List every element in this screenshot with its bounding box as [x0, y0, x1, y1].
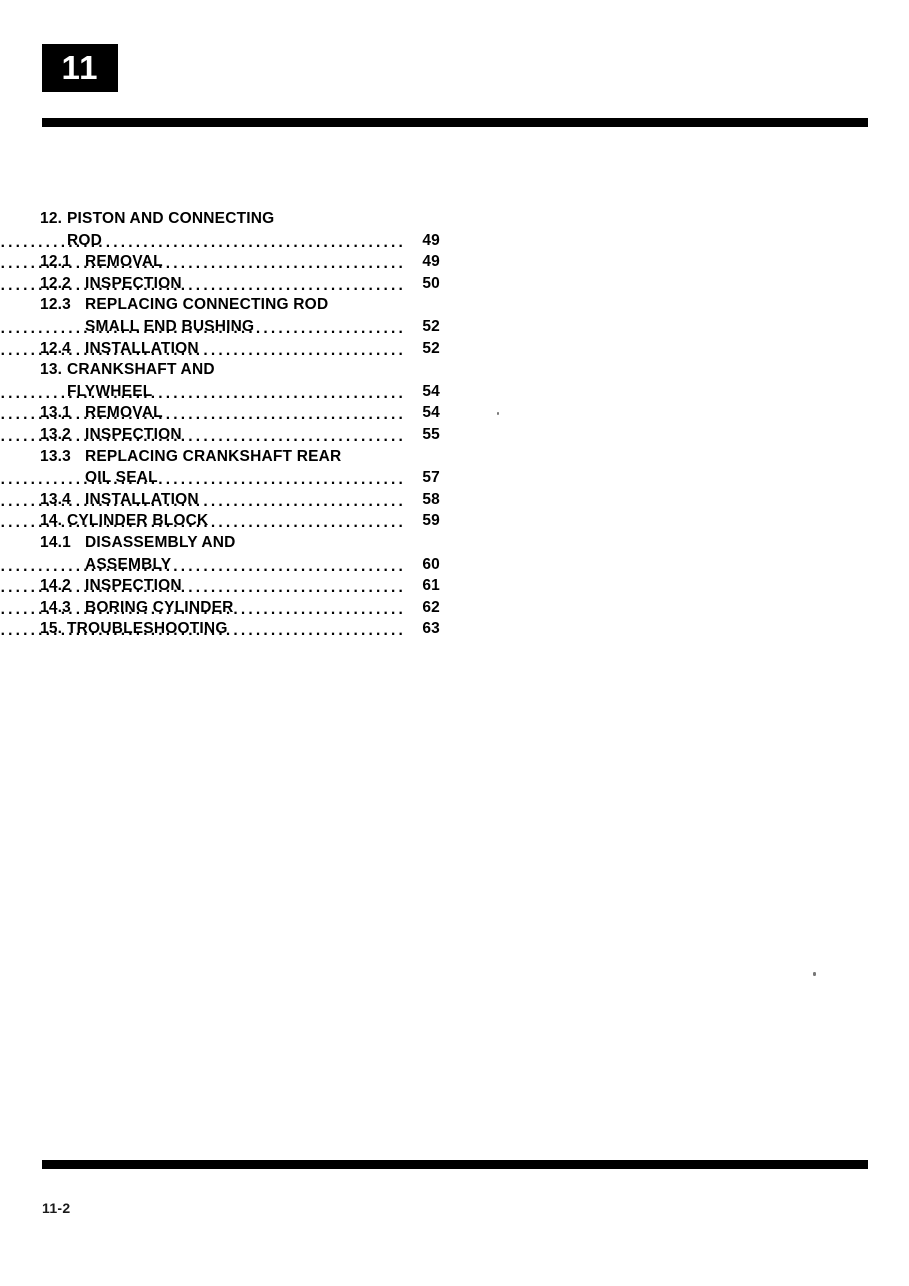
toc-dot-leader [0, 599, 406, 621]
scan-speck [813, 972, 816, 976]
toc-entry-page-number: 50 [422, 274, 440, 292]
toc-dot-leader [0, 232, 406, 254]
toc-entry-number: 12.3 [40, 296, 71, 314]
toc-entry-page-number: 55 [422, 425, 440, 443]
toc-entry-title: BORING CYLINDER [85, 598, 234, 616]
toc-entry[interactable] [40, 620, 440, 642]
toc-entry[interactable] [40, 534, 440, 556]
toc-entry-title: INSTALLATION [85, 490, 199, 508]
toc-dot-leader [0, 577, 406, 599]
toc-entry-page-number: 57 [422, 469, 440, 487]
toc-dot-leader [0, 469, 406, 491]
toc-entry-title: REPLACING CONNECTING ROD [85, 296, 329, 314]
header-rule [42, 118, 868, 127]
footer-rule [42, 1160, 868, 1169]
toc-entry[interactable] [40, 491, 440, 513]
toc-entry[interactable] [40, 275, 440, 297]
toc-entry-number: 14.1 [40, 533, 71, 551]
toc-entry-page-number: 49 [422, 231, 440, 249]
toc-entry-number: 15. [40, 620, 63, 638]
toc-entry-page-number: 61 [422, 577, 440, 595]
toc-entry-title: OIL SEAL [85, 469, 158, 487]
toc-entry-page-number: 58 [422, 490, 440, 508]
toc-entry[interactable] [40, 318, 440, 340]
toc-entry[interactable] [40, 448, 440, 470]
toc-entry[interactable] [40, 253, 440, 275]
toc-dot-leader [0, 253, 406, 275]
toc-entry-page-number: 62 [422, 598, 440, 616]
toc-entry[interactable] [40, 426, 440, 448]
toc-entry-number: 13.1 [40, 404, 71, 422]
toc-entry[interactable] [40, 577, 440, 599]
chapter-tab-number: 11 [61, 48, 99, 86]
toc-entry[interactable] [40, 469, 440, 491]
toc-entry-title: ASSEMBLY [85, 555, 172, 573]
toc-entry-page-number: 52 [422, 317, 440, 335]
toc-entry-number: 12.1 [40, 253, 71, 271]
toc-entry[interactable] [40, 599, 440, 621]
toc-entry-number: 14.3 [40, 598, 71, 616]
toc-entry-number: 12.2 [40, 274, 71, 292]
toc-entry[interactable] [40, 404, 440, 426]
toc-entry-number: 12. [40, 210, 63, 227]
toc-dot-leader [0, 491, 406, 513]
toc-entry-page-number: 54 [422, 382, 440, 400]
toc-entry-number: 13.2 [40, 425, 71, 443]
toc-dot-leader [0, 620, 406, 642]
table-of-contents [40, 210, 440, 642]
toc-entry-title: INSPECTION [85, 425, 182, 443]
toc-entry-number: 12.4 [40, 339, 71, 357]
toc-entry-page-number: 59 [422, 512, 440, 530]
toc-entry-title: DISASSEMBLY AND [85, 533, 236, 551]
toc-entry-title: INSPECTION [85, 274, 182, 292]
toc-entry[interactable] [40, 296, 440, 318]
toc-entry-number: 14. [40, 512, 63, 530]
toc-entry-title: TROUBLESHOOTING [67, 620, 228, 638]
toc-dot-leader [0, 512, 406, 534]
toc-entry[interactable] [40, 383, 440, 405]
toc-entry-page-number: 52 [422, 339, 440, 357]
toc-entry-page-number: 49 [422, 253, 440, 271]
toc-dot-leader [0, 426, 406, 448]
toc-entry-number: 13.4 [40, 490, 71, 508]
toc-entry-title: FLYWHEEL [67, 382, 153, 400]
toc-entry-number: 13.3 [40, 447, 71, 465]
toc-entry[interactable] [40, 361, 440, 383]
scan-speck [497, 412, 499, 415]
toc-entry-title: PISTON AND CONNECTING [67, 210, 275, 227]
toc-entry[interactable] [40, 340, 440, 362]
toc-dot-leader [0, 275, 406, 297]
toc-entry-title: REPLACING CRANKSHAFT REAR [85, 447, 342, 465]
toc-entry-title: CYLINDER BLOCK [67, 512, 209, 530]
toc-entry[interactable] [40, 232, 440, 254]
toc-entry-title: REMOVAL [85, 253, 163, 271]
toc-entry-number: 13. [40, 361, 63, 379]
chapter-tab [42, 44, 118, 92]
toc-entry-title: ROD [67, 231, 103, 249]
toc-dot-leader [0, 318, 406, 340]
footer-page-number: 11-2 [42, 1200, 71, 1216]
toc-entry-title: INSTALLATION [85, 339, 199, 357]
toc-entry-page-number: 63 [422, 620, 440, 638]
toc-dot-leader [0, 556, 406, 578]
toc-dot-leader [0, 383, 406, 405]
toc-entry[interactable] [40, 210, 440, 232]
toc-entry[interactable] [40, 556, 440, 578]
toc-dot-leader [0, 340, 406, 362]
toc-entry-number: 14.2 [40, 577, 71, 595]
toc-entry-title: CRANKSHAFT AND [67, 361, 215, 379]
toc-entry-title: INSPECTION [85, 577, 182, 595]
toc-entry-title: REMOVAL [85, 404, 163, 422]
toc-entry-page-number: 54 [422, 404, 440, 422]
toc-entry-page-number: 60 [422, 555, 440, 573]
toc-dot-leader [0, 404, 406, 426]
toc-entry[interactable] [40, 512, 440, 534]
toc-entry-title: SMALL END BUSHING [85, 317, 255, 335]
